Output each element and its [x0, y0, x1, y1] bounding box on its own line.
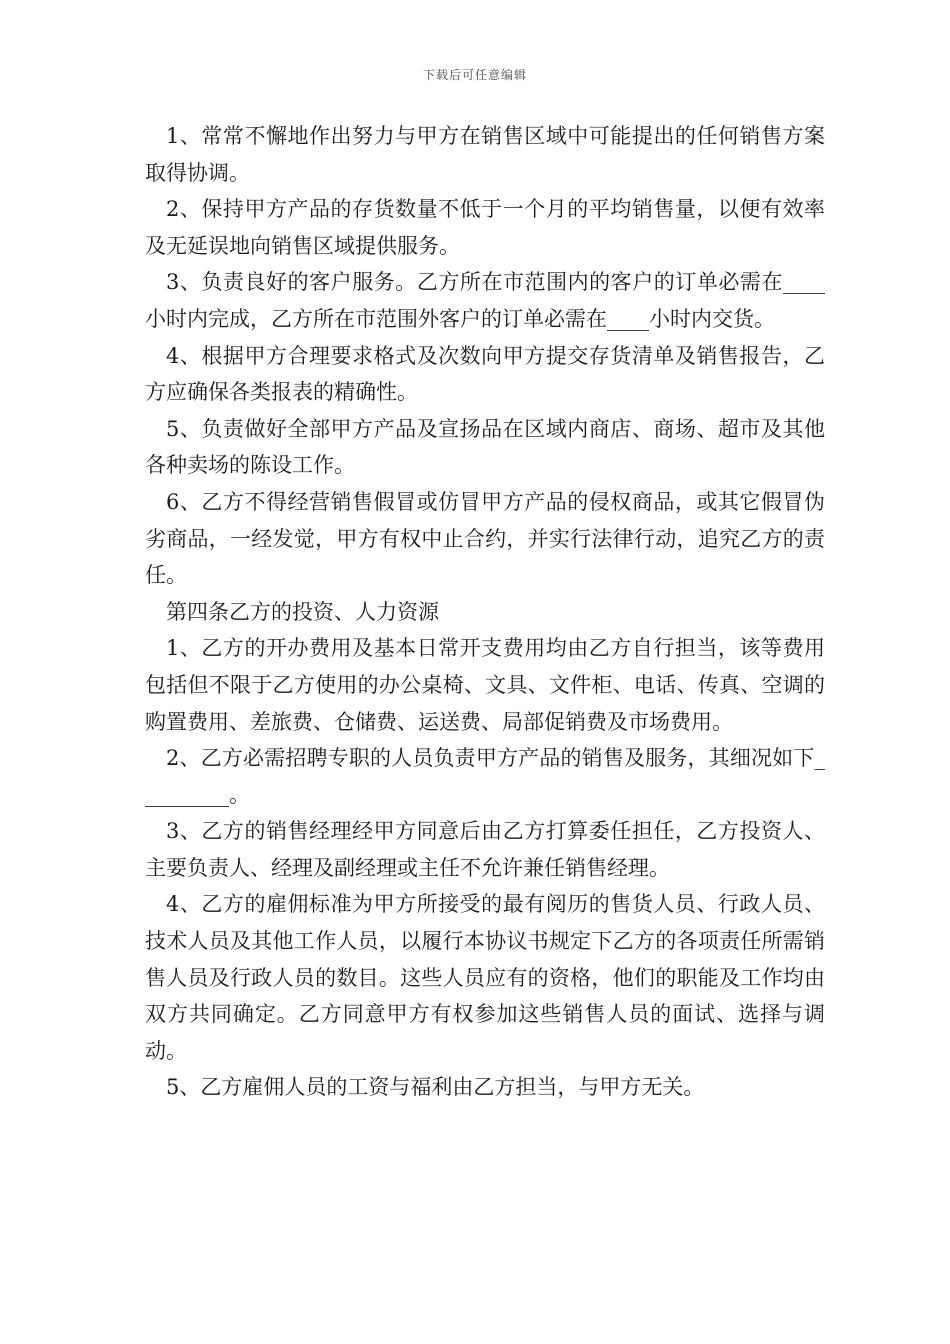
paragraph-10: 4、乙方的雇佣标准为甲方所接受的最有阅历的售货人员、行政人员、技术人员及其他工作人员，以履行本协议书规定下乙方的各项责任所需销售人员及行政人员的数目。这些人员应有的资格，他们的职能及工作均由双方共同确定。乙方同意甲方有权参加这些销售人员的面试、选择与调动。	[145, 892, 825, 1063]
paragraph-9: 3、乙方的销售经理经甲方同意后由乙方打算委任担任，乙方投资人、主要负责人、经理及副经理或主任不允许兼任销售经理。	[145, 819, 825, 880]
section-heading: 第四条乙方的投资、人力资源	[166, 599, 439, 624]
paragraph-11: 5、乙方雇佣人员的工资与福利由乙方担当，与甲方无关。	[166, 1075, 705, 1100]
paragraph-1: 1、常常不懈地作出努力与甲方在销售区域中可能提出的任何销售方案取得协调。	[145, 124, 825, 185]
paragraph-3: 3、负责良好的客户服务。乙方所在市范围内的客户的订单必需在____小时内完成，乙方所在市范围外客户的订单必需在____小时内交货。	[145, 270, 825, 331]
page-header: 下载后可任意编辑	[422, 68, 527, 82]
paragraph-7: 1、乙方的开办费用及基本日常开支费用均由乙方自行担当，该等费用包括但不限于乙方使用的办公桌椅、文具、文件柜、电话、传真、空调的购置费用、差旅费、仓储费、运送费、局部促销费及市场费用。	[145, 636, 825, 734]
paragraph-6: 6、乙方不得经营销售假冒或仿冒甲方产品的侵权商品，或其它假冒伪劣商品，一经发觉，甲方有权中止合约，并实行法律行动，追究乙方的责任。	[145, 489, 825, 588]
document-body	[145, 118, 825, 1106]
paragraph-8: 2、乙方必需招聘专职的人员负责甲方产品的销售及服务，其细况如下_________。	[145, 746, 825, 807]
paragraph-2: 2、保持甲方产品的存货数量不低于一个月的平均销售量，以便有效率及无延误地向销售区域提供服务。	[145, 197, 825, 258]
paragraph-5: 5、负责做好全部甲方产品及宣扬品在区域内商店、商场、超市及其他各种卖场的陈设工作。	[145, 416, 825, 478]
paragraph-4: 4、根据甲方合理要求格式及次数向甲方提交存货清单及销售报告，乙方应确保各类报表的精确性。	[145, 343, 825, 405]
